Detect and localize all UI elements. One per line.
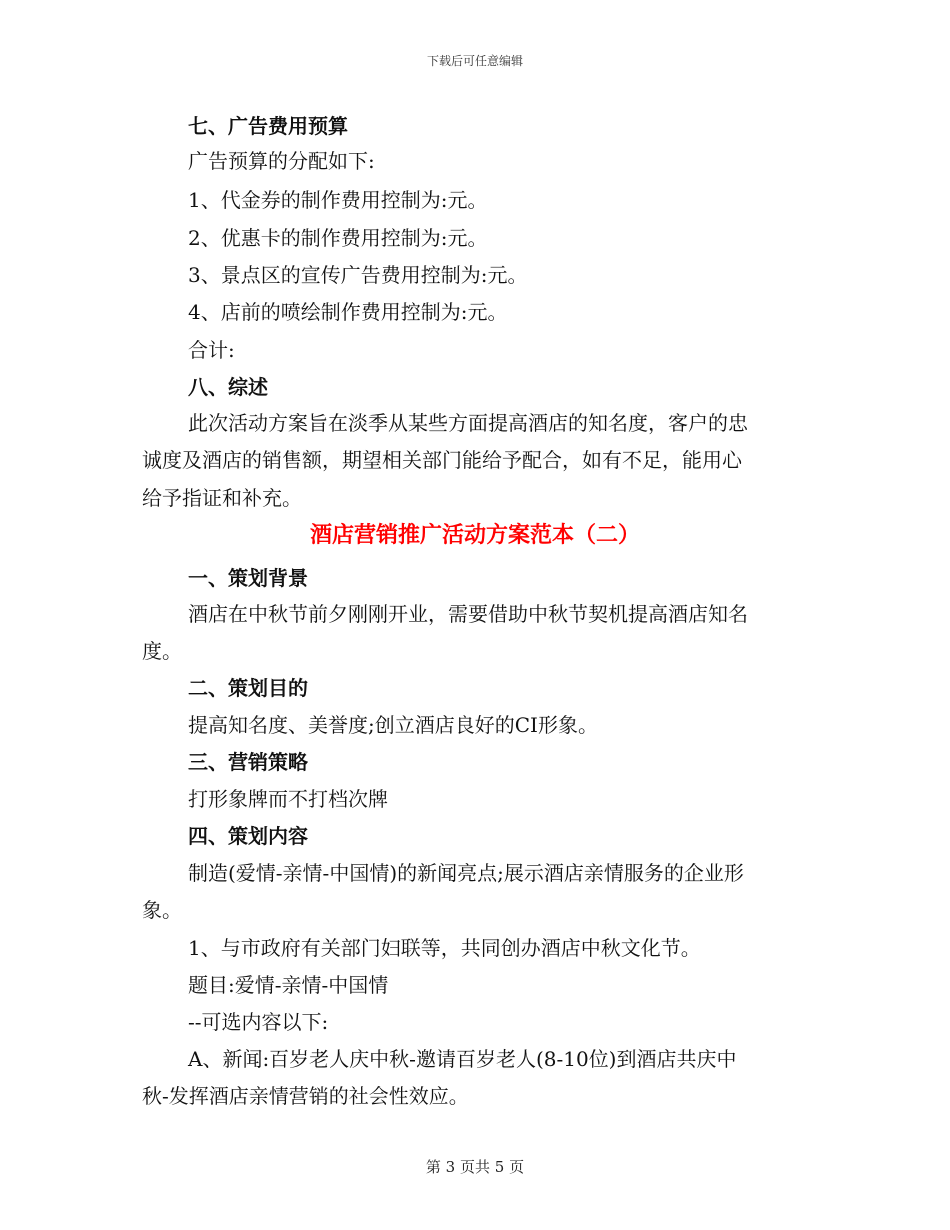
topic-line: 题目:爱情-亲情-中国情 — [188, 973, 389, 997]
planning-content-heading: 四、策划内容 — [188, 824, 308, 848]
marketing-strategy-text: 打形象牌而不打档次牌 — [188, 787, 388, 811]
budget-item-1: 1、代金券的制作费用控制为:元。 — [188, 188, 488, 212]
budget-total: 合计: — [188, 338, 235, 362]
section-8-heading: 八、综述 — [188, 375, 268, 399]
item-a-line-2: 秋-发挥酒店亲情营销的社会性效应。 — [142, 1084, 469, 1108]
budget-item-3: 3、景点区的宣传广告费用控制为:元。 — [188, 263, 528, 287]
summary-paragraph-line-2: 诚度及酒店的销售额，期望相关部门能给予配合，如有不足，能用心 — [142, 448, 742, 472]
planning-content-line-2: 象。 — [142, 898, 182, 922]
document-title: 酒店营销推广活动方案范本（二） — [309, 523, 640, 548]
planning-goal-text: 提高知名度、美誉度;创立酒店良好的CI形象。 — [188, 713, 598, 737]
section-7-intro: 广告预算的分配如下: — [188, 149, 375, 173]
content-item-1: 1、与市政府有关部门妇联等，共同创办酒店中秋文化节。 — [188, 936, 701, 960]
planning-background-heading: 一、策划背景 — [188, 566, 308, 590]
summary-paragraph-line-3: 给予指证和补充。 — [142, 486, 302, 510]
page-header: 下载后可任意编辑 — [426, 54, 523, 68]
budget-item-2: 2、优惠卡的制作费用控制为:元。 — [188, 226, 488, 250]
item-a-line-1: A、新闻:百岁老人庆中秋-邀请百岁老人(8-10位)到酒店共庆中 — [188, 1047, 737, 1071]
planning-background-line-1: 酒店在中秋节前夕刚刚开业，需要借助中秋节契机提高酒店知名 — [188, 602, 748, 626]
planning-goal-heading: 二、策划目的 — [188, 676, 308, 700]
planning-content-line-1: 制造(爱情-亲情-中国情)的新闻亮点;展示酒店亲情服务的企业形 — [188, 861, 744, 885]
optional-content-line: --可选内容以下: — [188, 1010, 329, 1034]
section-7-heading: 七、广告费用预算 — [188, 114, 348, 138]
planning-background-line-2: 度。 — [142, 639, 182, 663]
marketing-strategy-heading: 三、营销策略 — [188, 750, 308, 774]
page-footer: 第 3 页共 5 页 — [425, 1158, 525, 1176]
budget-item-4: 4、店前的喷绘制作费用控制为:元。 — [188, 300, 508, 324]
summary-paragraph-line-1: 此次活动方案旨在淡季从某些方面提高酒店的知名度，客户的忠 — [188, 411, 748, 435]
